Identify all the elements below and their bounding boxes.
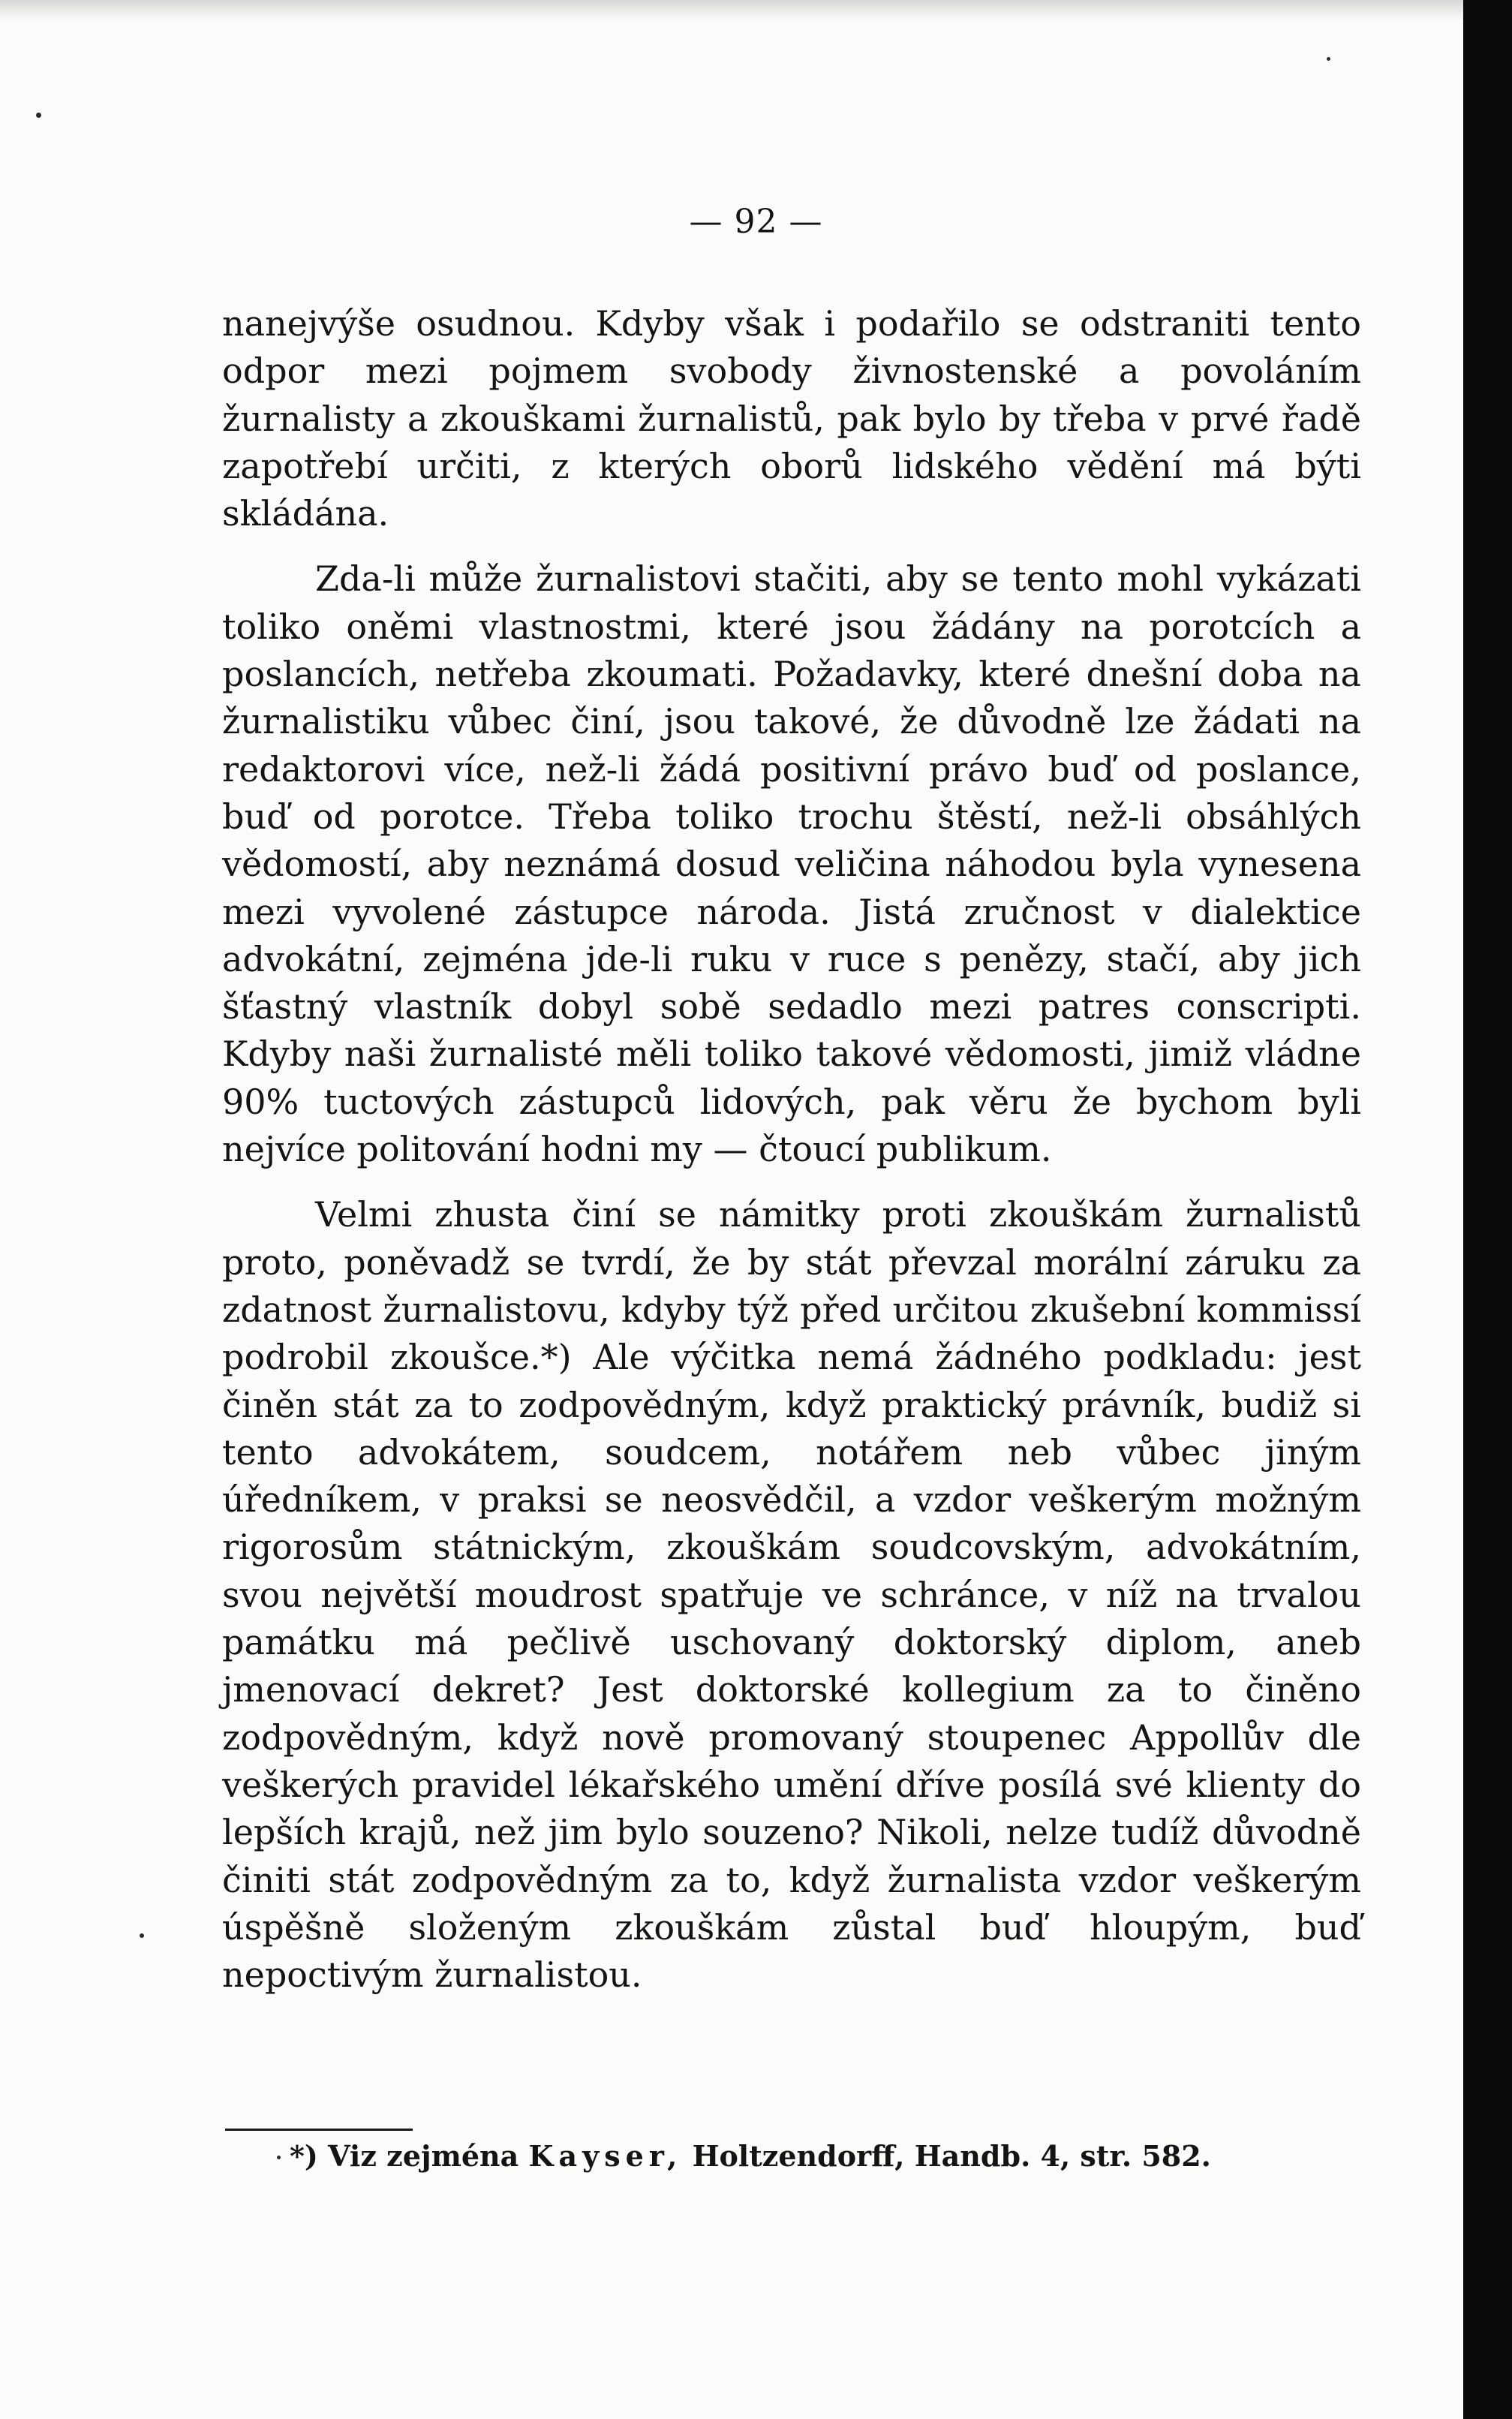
paragraph-journalist-qualifications: Zda-li může žurnalistovi stačiti, aby se tento mohl vykázati toliko oněmi vlastnostmi, které jsou žádány na porotcích a poslancích, netřeba zkoumati. Požadavky, které dnešní doba na žurnalistiku vůbec činí, jsou takové, že důvodně lze žádati na redaktorovi více, než-li žádá positivní právo buď od poslance, buď od porotce. Třeba toliko trochu štěstí, než-li obsáhlých vědomostí, aby neznámá dosud veličina náhodou byla vynesena mezi vyvolené zástupce národa. Jistá zručnost v dialektice advokátní, zejména jde-li ruku v ruce s penězy, stačí, aby jich šťastný vlastník dobyl sobě sedadlo mezi patres conscripti. Kdyby naši žurnalisté měli toliko takové vědomosti, jimiž vládne 90% tuctových zástupců lidových, pak věru že bychom byli nejvíce politování hodni my — čtoucí publikum. xyxy=(222,558,1361,1170)
footnote-text-after: Holtzendorff, Handb. 4, str. 582. xyxy=(692,2139,1211,2173)
footnote-divider xyxy=(225,2129,413,2131)
paragraph-continuation: nanejvýše osudnou. Kdyby však i podařilo se odstraniti tento odpor mezi pojmem svobody živnostenské a povoláním žurnalisty a zkouškami žurnalistů, pak bylo by třeba v prvé řadě zapotřebí určiti, z kterých oborů lidského vědění má býti skládána. xyxy=(222,303,1361,534)
footnote xyxy=(290,2133,1363,2180)
scan-speck xyxy=(1327,57,1330,61)
scan-speck xyxy=(277,2156,281,2159)
body-text xyxy=(222,300,1361,1999)
paragraph-state-responsibility: Velmi zhusta činí se námitky proti zkouškám žurnalistů proto, poněvadž se tvrdí, že by stát převzal morální záruku za zdatnost žurnalistovu, kdyby týž před určitou zkušební kommissí podrobil zkoušce.*) Ale výčitka nemá žádného podkladu: jest činěn stát za to zodpovědným, když praktický právník, budiž si tento advokátem, soudcem, notářem neb vůbec jiným úředníkem, v praksi se neosvědčil, a vzdor veškerým možným rigorosům státnickým, zkouškám soudcovským, advokátním, svou největší moudrost spatřuje ve schránce, v níž na trvalou památku má pečlivě uschovaný doktorský diplom, aneb jmenovací dekret? Jest doktorské kollegium za to činěno zodpovědným, když nově promovaný stoupenec Appollův dle veškerých pravidel lékařského umění dříve posílá své klienty do lepších krajů, než jim bylo souzeno? Nikoli, nelze tudíž důvodně činiti stát zodpovědným za to, když žurnalista vzdor veškerým úspěšně složeným zkouškám zůstal buď hloupým, buď nepoctivým žurnalistou. xyxy=(222,1194,1361,1996)
footnote-marker: *) xyxy=(290,2139,318,2173)
footnote-author: Kayser, xyxy=(528,2139,683,2173)
footnote-text-before: Viz zejména xyxy=(328,2139,519,2173)
scan-dark-edge xyxy=(1463,0,1512,2419)
scan-speck xyxy=(36,113,41,118)
page-number: — 92 — xyxy=(689,203,823,241)
page-top-shadow xyxy=(0,0,1463,21)
scan-speck xyxy=(140,1933,144,1938)
